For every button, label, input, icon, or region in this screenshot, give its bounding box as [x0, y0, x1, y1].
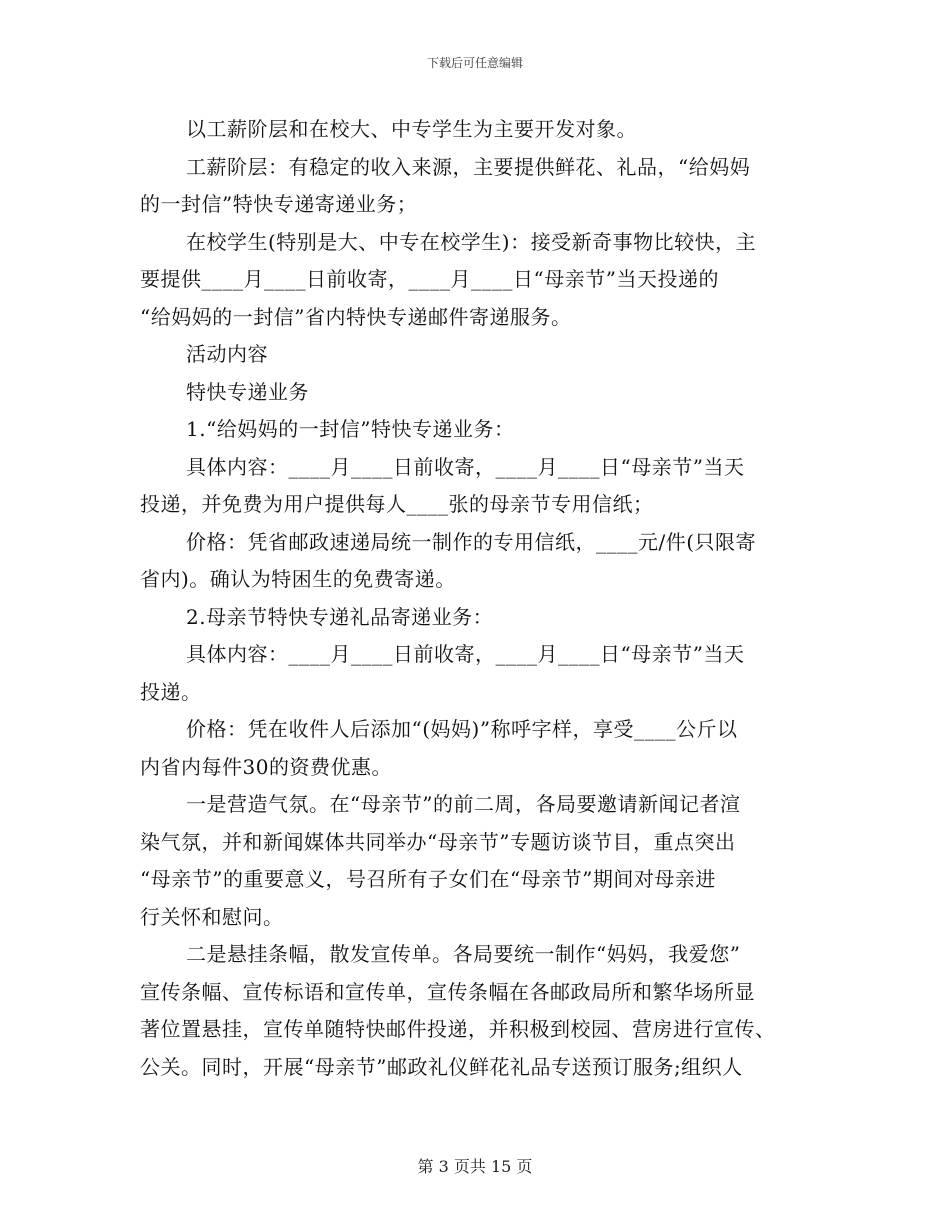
text-line: 要提供____月____日前收寄，____月____日“母亲节”当天投递的 — [140, 267, 719, 291]
page-footer: 第 3 页共 15 页 — [417, 1157, 533, 1176]
text-line: 以工薪阶层和在校大、中专学生为主要开发对象。 — [186, 117, 637, 141]
text-line: 内省内每件30的资费优惠。 — [140, 754, 392, 779]
text-line: 公关。同时，开展“母亲节”邮政礼仪鲜花礼品专送预订服务;组织人 — [140, 1054, 743, 1079]
text-line: 宣传条幅、宣传标语和宣传单，宣传条幅在各邮政局所和繁华场所显 — [140, 979, 755, 1004]
text-line: 2.母亲节特快专递礼品寄递业务： — [186, 604, 494, 629]
text-line: 省内)。确认为特困生的免费寄递。 — [140, 567, 456, 591]
text-line: 特快专递业务 — [186, 379, 309, 404]
text-line: 活动内容 — [186, 342, 268, 366]
text-line: “给妈妈的一封信”省内特快专递邮件寄递服务。 — [140, 304, 572, 329]
text-line: 具体内容：____月____日前收寄，____月____日“母亲节”当天 — [186, 454, 745, 479]
text-line: “母亲节”的重要意义，号召所有子女们在“母亲节”期间对母亲进 — [140, 867, 716, 891]
text-line: 投递，并免费为用户提供每人____张的母亲节专用信纸； — [140, 492, 654, 516]
text-line: 染气氛，并和新闻媒体共同举办“母亲节”专题访谈节目，重点突出 — [140, 829, 736, 854]
text-line: 价格：凭在收件人后添加“(妈妈)”称呼字样，享受____公斤以 — [186, 717, 738, 741]
text-line: 投递。 — [140, 679, 202, 704]
text-line: 工薪阶层：有稳定的收入来源，主要提供鲜花、礼品，“给妈妈 — [186, 154, 751, 179]
text-line: 1.“给妈妈的一封信”特快专递业务： — [186, 417, 515, 441]
text-line: 价格：凭省邮政速递局统一制作的专用信纸，____元/件(只限寄 — [186, 529, 757, 554]
page-header: 下载后可任意编辑 — [426, 56, 523, 70]
text-line: 的一封信”特快专递寄递业务； — [140, 192, 418, 216]
text-line: 具体内容：____月____日前收寄，____月____日“母亲节”当天 — [186, 642, 745, 666]
document-body — [140, 111, 800, 1086]
text-line: 著位置悬挂，宣传单随特快邮件投递，并积极到校园、营房进行宣传、 — [140, 1017, 776, 1041]
text-line: 一是营造气氛。在“母亲节”的前二周，各局要邀请新闻记者渲 — [186, 792, 741, 816]
text-line: 行关怀和慰问。 — [140, 904, 284, 929]
text-line: 二是悬挂条幅，散发宣传单。各局要统一制作“妈妈，我爱您” — [186, 942, 741, 966]
text-line: 在校学生(特别是大、中专在校学生)：接受新奇事物比较快，主 — [186, 229, 757, 254]
